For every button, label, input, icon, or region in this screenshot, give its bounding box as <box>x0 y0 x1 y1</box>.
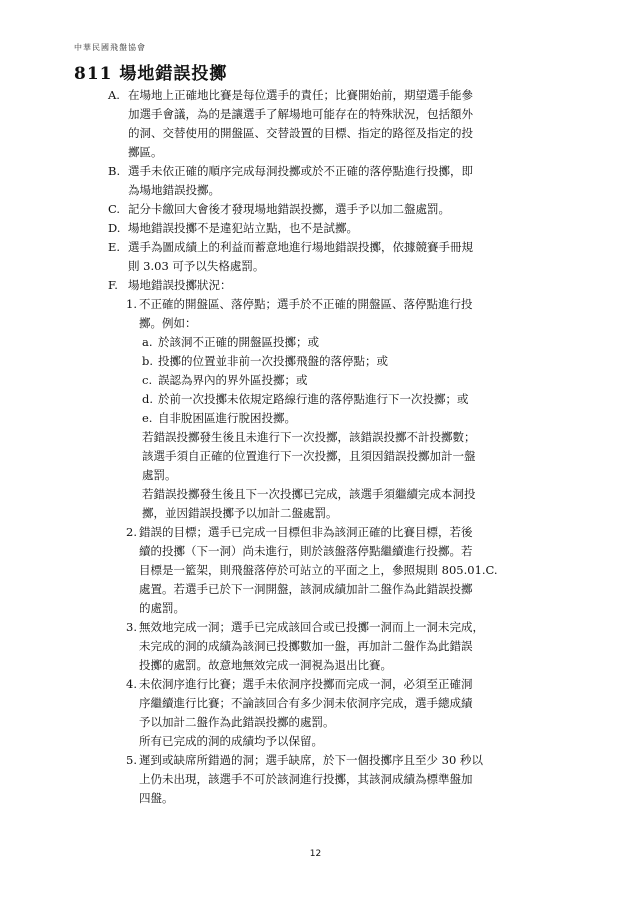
text-line: 場地錯誤投擲狀況： <box>128 278 232 292</box>
text-line: 錯誤的目標；選手已完成一目標但非為該洞正確的比賽目標，若後 <box>139 525 473 539</box>
text-line: 加選手會議，為的是讓選手了解場地可能存在的特殊狀況，包括額外 <box>128 107 473 121</box>
sub-item-marker: c. <box>142 373 153 387</box>
text-line: 於前一次投擲未依規定路線行進的落停點進行下一次投擲；或 <box>158 392 469 406</box>
sub-item-marker: b. <box>142 354 154 368</box>
clause-marker: F. <box>108 278 118 292</box>
text-line: 予以加計二盤作為此錯誤投擲的處罰。 <box>139 715 335 729</box>
text-line: 處置。若選手已於下一洞開盤，該洞成績加計二盤作為此錯誤投擲 <box>139 582 473 596</box>
text-line: 序繼續進行比賽；不論該回合有多少洞未依洞序完成，選手總成績 <box>139 696 473 710</box>
text-line: 續的投擲（下一洞）尚未進行，則於該盤落停點繼續進行投擲。若 <box>139 544 473 558</box>
text-line: 選手為圖成績上的利益而蓄意地進行場地錯誤投擲，依據競賽手冊規 <box>128 240 473 254</box>
text-line: 四盤。 <box>139 791 174 805</box>
text-line: 不正確的開盤區、落停點；選手於不正確的開盤區、落停點進行投 <box>139 297 473 311</box>
clause-e <box>0 238 631 276</box>
sub-item-b <box>0 352 631 371</box>
clause-marker: E. <box>108 240 121 254</box>
page-header: 中華民國飛盤協會 <box>74 43 146 52</box>
item-4 <box>0 675 631 751</box>
text-line: 投擲的位置並非前一次投擲飛盤的落停點；或 <box>158 354 388 368</box>
sub-item-c <box>0 371 631 390</box>
text-line: 未完成的洞的成績為該洞已投擲數加一盤，再加計二盤作為此錯誤 <box>139 639 473 653</box>
clause-f <box>0 276 631 295</box>
text-line: 若錯誤投擲發生後且下一次投擲已完成，該選手須繼續完成本洞投 <box>142 487 476 501</box>
text-line: 未依洞序進行比賽；選手未依洞序投擲而完成一洞，必須至正確洞 <box>139 677 473 691</box>
text-line: 於該洞不正確的開盤區投擲；或 <box>158 335 319 349</box>
sub-item-a <box>0 333 631 352</box>
text-line: 記分卡繳回大會後才發現場地錯誤投擲，選手予以加二盤處罰。 <box>128 202 450 216</box>
text-line: 上仍未出現，該選手不可於該洞進行投擲，其該洞成績為標準盤加 <box>139 772 473 786</box>
text-line: 擲。例如： <box>139 316 197 330</box>
item-1 <box>0 295 631 333</box>
page-number: 12 <box>309 849 322 859</box>
text-line: 處罰。 <box>142 468 177 482</box>
text-line: 投擲的處罰。故意地無效完成一洞視為退出比賽。 <box>139 658 392 672</box>
sub-item-d <box>0 390 631 409</box>
note-paragraph <box>0 428 631 485</box>
text-line: 的處罰。 <box>139 601 185 615</box>
text-line: 該選手須自正確的位置進行下一次投擲，且須因錯誤投擲加計一盤 <box>142 449 476 463</box>
text-line: 擲區。 <box>128 145 163 159</box>
clause-marker: B. <box>108 164 121 178</box>
clause-marker: D. <box>108 221 121 235</box>
text-line: 場地錯誤投擲不是違犯站立點，也不是試擲。 <box>128 221 358 235</box>
clause-marker: A. <box>108 88 120 102</box>
clause-c <box>0 200 631 219</box>
text-line: 所有已完成的洞的成績均予以保留。 <box>139 734 323 748</box>
item-marker: 4. <box>126 677 137 691</box>
text-line: 目標是一籃架，則飛盤落停於可站立的平面之上，參照規則 805.01.C. <box>139 563 498 577</box>
text-line: 在場地上正確地比賽是每位選手的責任；比賽開始前，期望選手能參 <box>128 88 473 102</box>
clause-marker: C. <box>108 202 121 216</box>
text-line: 誤認為界內的界外區投擲；或 <box>158 373 308 387</box>
clause-b <box>0 162 631 200</box>
sub-item-e <box>0 409 631 428</box>
section-body <box>0 86 631 808</box>
sub-item-marker: a. <box>142 335 153 349</box>
text-line: 自非脫困區進行脫困投擲。 <box>158 411 296 425</box>
item-marker: 5. <box>126 753 137 767</box>
note-paragraph <box>0 485 631 523</box>
clause-a <box>0 86 631 162</box>
section-title: 811 場地錯誤投擲 <box>74 64 228 84</box>
text-line: 無效地完成一洞；選手已完成該回合或已投擲一洞而上一洞未完成， <box>139 620 484 634</box>
item-marker: 3. <box>126 620 137 634</box>
text-line: 為場地錯誤投擲。 <box>128 183 220 197</box>
text-line: 選手未依正確的順序完成每洞投擲或於不正確的落停點進行投擲，即 <box>128 164 473 178</box>
text-line: 的洞、交替使用的開盤區、交替設置的目標、指定的路徑及指定的投 <box>128 126 473 140</box>
clause-d <box>0 219 631 238</box>
text-line: 擲，並因錯誤投擲予以加計二盤處罰。 <box>142 506 338 520</box>
sub-item-marker: e. <box>142 411 153 425</box>
text-line: 則 3.03 可予以失格處罰。 <box>128 259 265 273</box>
item-2 <box>0 523 631 618</box>
item-marker: 1. <box>126 297 137 311</box>
sub-item-marker: d. <box>142 392 154 406</box>
text-line: 遲到或缺席所錯過的洞；選手缺席，於下一個投擲序且至少 30 秒以 <box>139 753 483 767</box>
item-5 <box>0 751 631 808</box>
item-marker: 2. <box>126 525 137 539</box>
item-3 <box>0 618 631 675</box>
text-line: 若錯誤投擲發生後且未進行下一次投擲，該錯誤投擲不計投擲數； <box>142 430 476 444</box>
